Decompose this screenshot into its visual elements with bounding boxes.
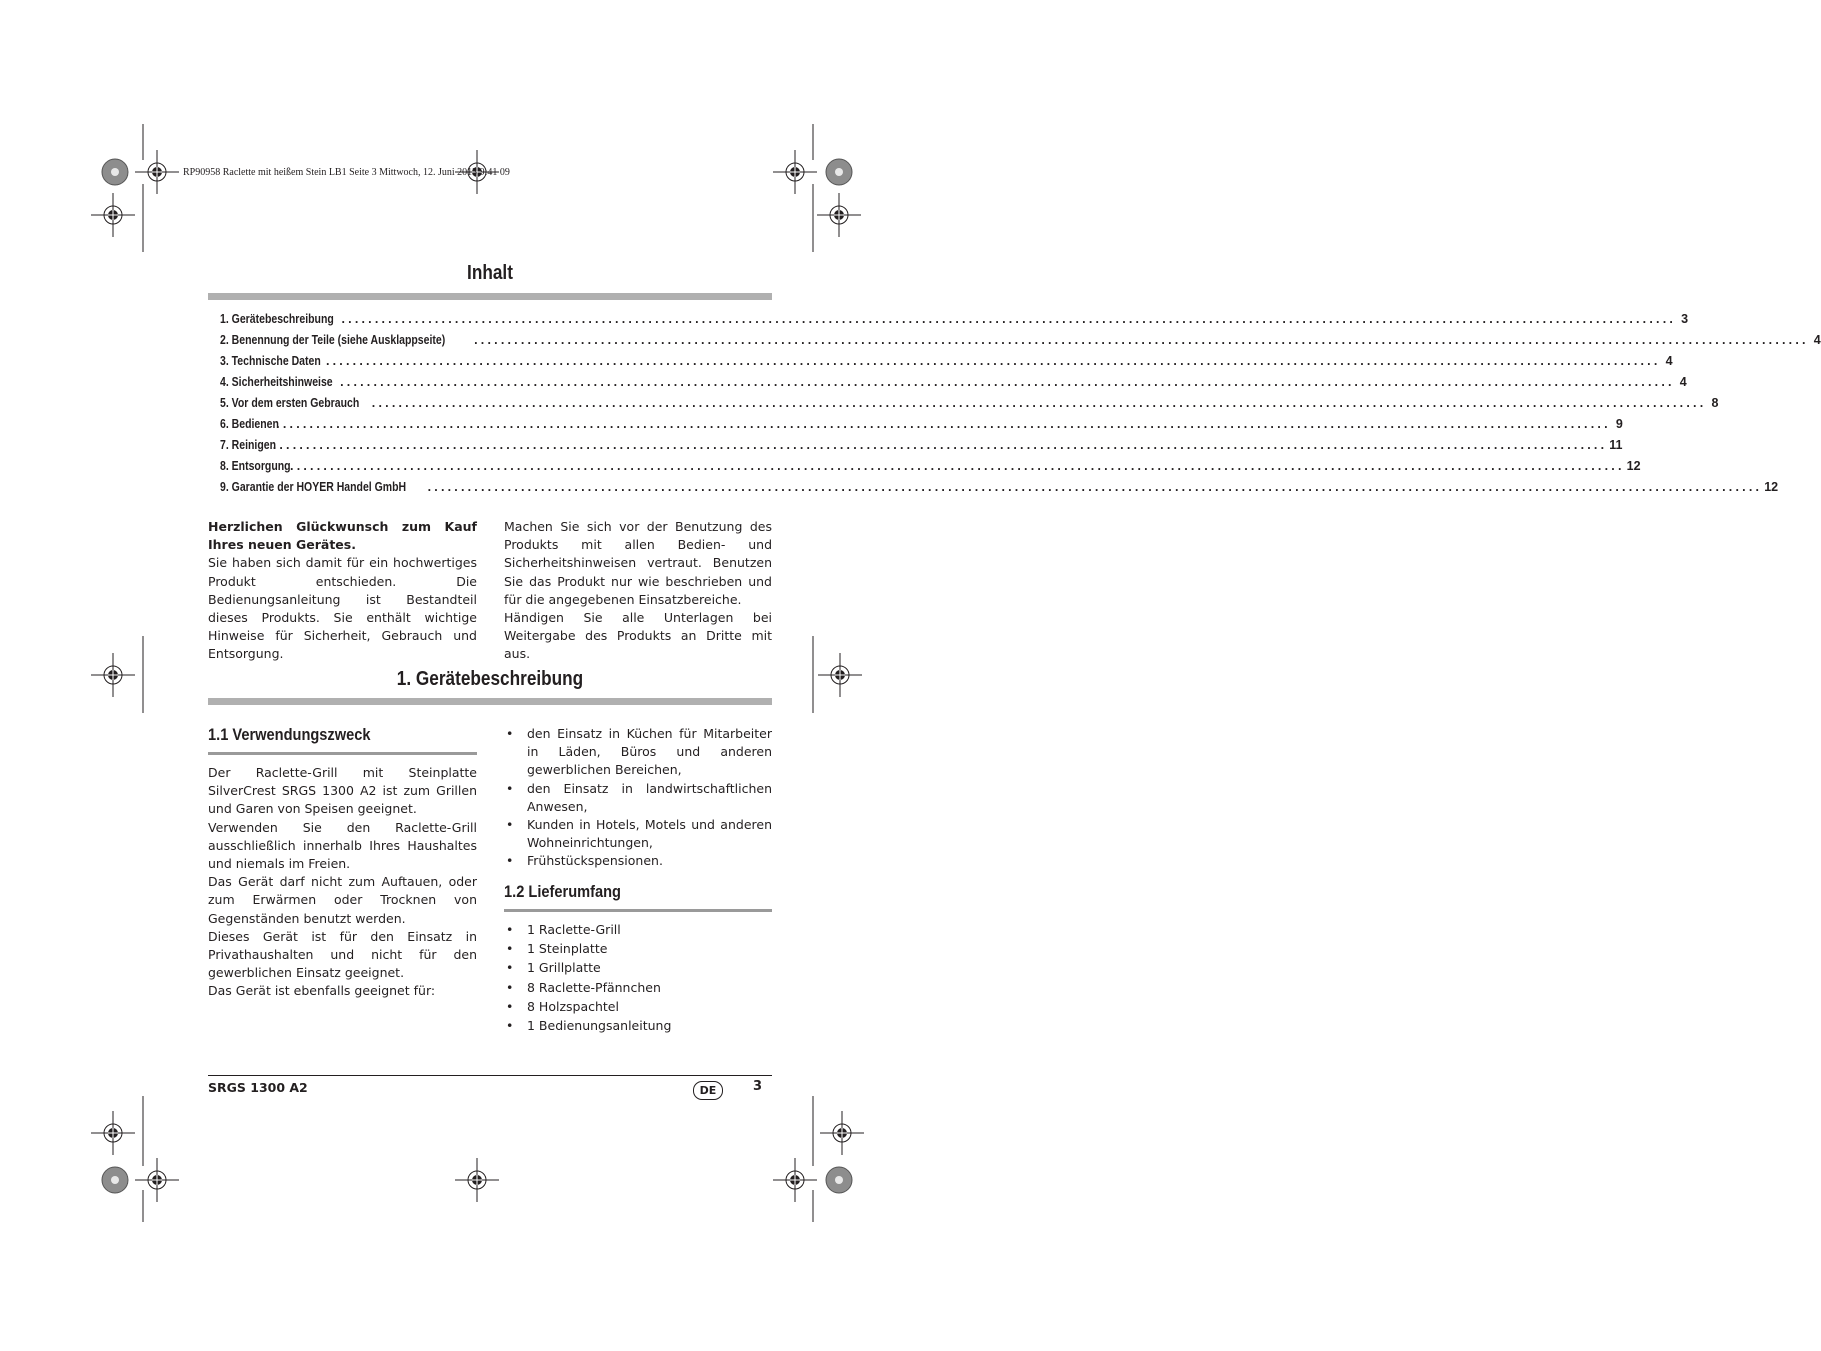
toc-entry-page: 12 <box>1626 459 1641 473</box>
list-item: • 1 Grillplatte <box>504 958 772 977</box>
toc-entry-label: 4. Sicherheitshinweise <box>220 375 333 389</box>
toc-entry[interactable] <box>220 480 1779 501</box>
list-item: • 1 Bedienungsanleitung <box>504 1016 772 1035</box>
toc-leader: ........................................................................................................................................................................................................ <box>427 480 1763 494</box>
toc-leader: ........................................................................................................................................................................................................ <box>371 396 1707 410</box>
subsection-rule <box>208 752 477 755</box>
toc-leader: ........................................................................................................................................................................................................ <box>341 312 1677 326</box>
paragraph: Dieses Gerät ist für den Einsatz in Privathaushalten und nicht für den gewerblichen Einsatz geeignet. <box>208 928 477 981</box>
toc-entry-label: 5. Vor dem ersten Gebrauch <box>220 396 360 410</box>
toc-leader: ........................................................................................................................................................................................................ <box>272 438 1608 452</box>
list-item: • 1 Steinplatte <box>504 939 772 958</box>
intro-heading: Herzlichen Glückwunsch zum Kauf Ihres neuen Gerätes. <box>208 519 477 553</box>
toc-entry-page: 12 <box>1764 480 1779 494</box>
list-item: • 1 Raclette-Grill <box>504 920 772 939</box>
toc-entry[interactable] <box>220 333 1821 354</box>
delivery-list <box>504 920 772 1035</box>
section-rule <box>208 698 772 705</box>
toc-leader: ........................................................................................................................................................................................................ <box>474 333 1809 347</box>
toc-entry-page: 11 <box>1609 438 1623 452</box>
print-slug: RP90958 Raclette mit heißem Stein LB1 Seite 3 Mittwoch, 12. Juni 2013 9:41 09 <box>183 167 510 178</box>
intro-left-text: Sie haben sich damit für ein hochwertiges Produkt entschieden. Die Bedienungsanleitung ist Bestandteil dieses Produkts. Sie enthält wichtige Hinweise für Sicherheit, Gebrauch und Entsorgung. <box>208 555 477 662</box>
intro-right-paragraph: Machen Sie sich vor der Benutzung des Produkts mit allen Bedien- und Sicherheitshinweisen vertraut. Benutzen Sie das Produkt nur wie beschrieben und für die angegebenen Einsatzbereiche. <box>504 519 772 607</box>
color-wheel-icon <box>102 159 128 185</box>
toc-entry[interactable] <box>220 354 1673 375</box>
toc-entry-label: 1. Gerätebeschreibung <box>220 312 334 326</box>
registration-mark-icon <box>820 1111 864 1155</box>
color-wheel-icon <box>102 1167 128 1193</box>
toc-entry-label: 8. Entsorgung <box>220 459 291 473</box>
list-item: • Frühstückspensionen. <box>504 852 772 870</box>
toc-entry-page: 9 <box>1615 417 1623 431</box>
purpose-bullets <box>504 725 772 871</box>
purpose-text <box>208 764 477 1001</box>
toc-entry[interactable] <box>220 396 1719 417</box>
registration-mark-icon <box>135 1158 179 1202</box>
registration-mark-icon <box>455 1158 499 1202</box>
registration-mark-icon <box>91 653 135 697</box>
registration-mark-icon <box>773 1158 817 1202</box>
contents-top-rule <box>208 293 772 300</box>
paragraph: Das Gerät darf nicht zum Auftauen, oder zum Erwärmen oder Trocknen von Gegenständen benutzt werden. <box>208 874 477 926</box>
page-number: 3 <box>753 1079 763 1094</box>
paragraph: Das Gerät ist ebenfalls geeignet für: <box>208 983 436 999</box>
language-badge: DE <box>693 1081 723 1100</box>
subsection-title-delivery: 1.2 Lieferumfang <box>504 882 622 901</box>
toc-entry-label: 9. Garantie der HOYER Handel GmbH <box>220 480 407 494</box>
registration-mark-icon <box>135 150 179 194</box>
intro-right-paragraph: Händigen Sie alle Unterlagen bei Weitergabe des Produkts an Dritte mit aus. <box>504 610 772 662</box>
toc-entry-page: 4 <box>1679 375 1687 389</box>
toc-entry[interactable] <box>220 312 1689 333</box>
section-title: 1. Gerätebeschreibung <box>396 668 584 690</box>
toc-entry[interactable] <box>220 417 1623 438</box>
toc-entry-label: 7. Reinigen <box>220 438 277 452</box>
list-item: • Kunden in Hotels, Motels und anderen Wohneinrichtungen, <box>504 816 772 852</box>
footer-rule <box>208 1075 772 1076</box>
subsection-title-purpose: 1.1 Verwendungszweck <box>208 725 371 744</box>
toc-leader: ........................................................................................................................................................................................................ <box>340 375 1675 389</box>
footer-model: SRGS 1300 A2 <box>208 1080 308 1095</box>
paragraph: Der Raclette-Grill mit Steinplatte SilverCrest SRGS 1300 A2 ist zum Grillen und Garen von Speisen geeignet. <box>208 765 477 817</box>
registration-mark-icon <box>773 150 817 194</box>
registration-mark-icon <box>91 1111 135 1155</box>
paragraph: Verwenden Sie den Raclette-Grill ausschließlich innerhalb Ihres Haushaltes und niemals im Freien. <box>208 819 477 872</box>
toc-entry-page: 8 <box>1711 396 1719 410</box>
toc-entry-label: 2. Benennung der Teile (siehe Ausklappseite) <box>220 333 446 347</box>
toc-leader: ........................................................................................................................................................................................................ <box>290 459 1625 473</box>
toc-entry-page: 4 <box>1665 354 1673 368</box>
toc-entry[interactable] <box>220 375 1687 396</box>
list-item: • den Einsatz in Küchen für Mitarbeiter in Läden, Büros und anderen gewerblichen Bereichen, <box>504 725 772 780</box>
list-item: • 8 Holzspachtel <box>504 997 772 1016</box>
toc-entry[interactable] <box>220 438 1623 459</box>
toc-entry-page: 3 <box>1681 312 1689 326</box>
intro-left-column <box>208 518 477 664</box>
toc-entry-page: 4 <box>1813 333 1821 347</box>
toc-leader: ........................................................................................................................................................................................................ <box>276 417 1611 431</box>
subsection-rule <box>504 909 772 912</box>
toc-leader: ........................................................................................................................................................................................................ <box>325 354 1661 368</box>
intro-right-column <box>504 518 772 664</box>
color-wheel-icon <box>826 1167 852 1193</box>
toc-entry[interactable] <box>220 459 1641 480</box>
list-item: • den Einsatz in landwirtschaftlichen Anwesen, <box>504 780 772 816</box>
toc-entry-label: 6. Bedienen <box>220 417 279 431</box>
registration-mark-icon <box>818 653 862 697</box>
contents-title: Inhalt <box>467 262 513 284</box>
color-wheel-icon <box>826 159 852 185</box>
list-item: • 8 Raclette-Pfännchen <box>504 978 772 997</box>
toc-entry-label: 3. Technische Daten <box>220 354 321 368</box>
registration-mark-icon <box>817 193 861 237</box>
registration-mark-icon <box>91 193 135 237</box>
table-of-contents <box>220 312 1821 501</box>
